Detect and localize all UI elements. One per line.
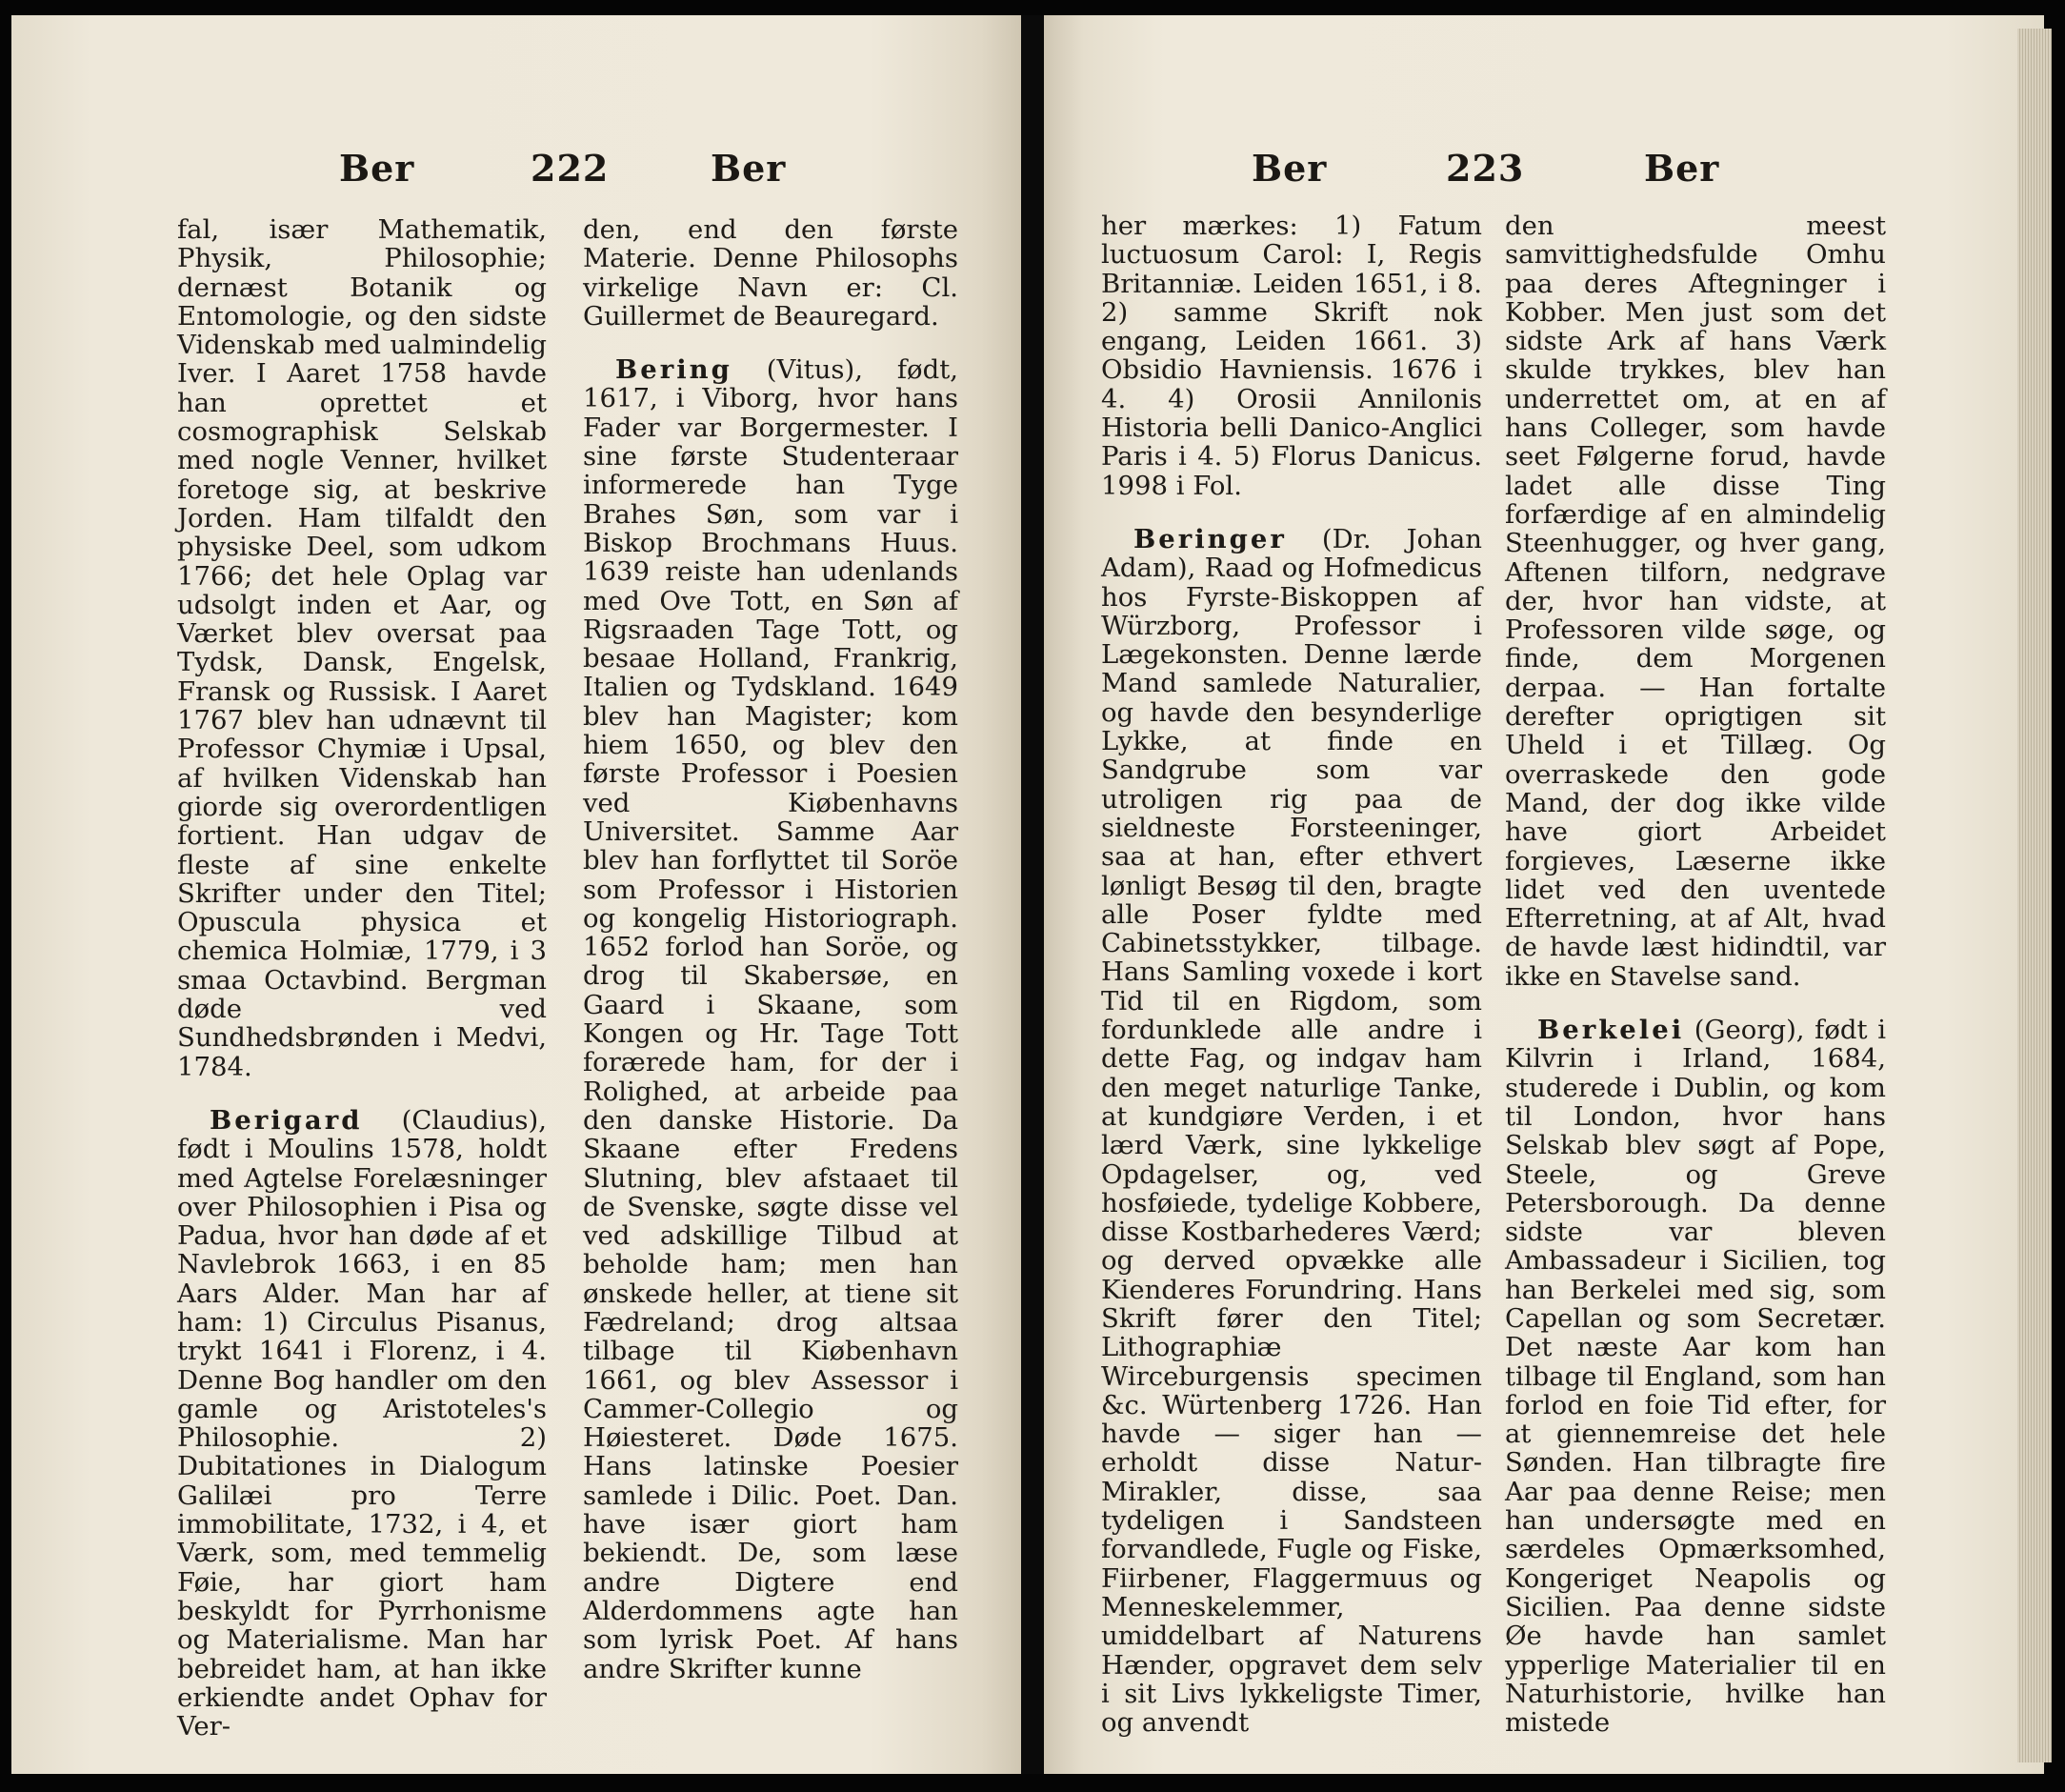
continuation-paragraph: her mærkes: 1) Fatum luctuosum Carol: I, Regis Britanniæ. Leiden 1651, i 8. 2) samme Skrift nok engang, Leiden 1661. 3) Obsidio Havniensis. 1676 i 4. 4) Orosii Annilonis Historia belli Danico-Anglici Paris i 4. 5) Florus Danicus. 1998 i Fol. [1101, 211, 1482, 501]
continuation-paragraph: den, end den første Materie. Denne Philosophs virkelige Navn er: Cl. Guillermet de Beauregard. [583, 214, 958, 332]
book-gutter [1021, 15, 1044, 1774]
entry-text: (Georg), født i Kilvrin i Irland, 1684, studerede i Dublin, og kom til London, hvor hans Selskab blev søgt af Pope, Steele, og Greve Petersborough. Da denne sidste var bleven Ambassadeur i Sicilien, tog han Berkelei med sig, som Capellan og som Secretær. Det næste Aar kom han tilbage til England, som han forlod en foie Tid efter, for at giennemreise det hele Sønden. Han tilbragte fire Aar paa denne Reise; men han undersøgte med en særdeles Opmærksomhed, Kongeriget Neapolis og Sicilien. Paa denne sidste Øe havde han samlet ypperlige Materialier til en Naturhistorie, hvilke han mistede [1505, 1015, 1886, 1739]
entry-paragraph [177, 1106, 547, 1742]
running-head-right: Ber [711, 147, 787, 190]
entry-paragraph [1101, 525, 1482, 1737]
left-page [11, 15, 1021, 1774]
entry-lemma: Beringer [1133, 523, 1287, 554]
left-page-column-2 [583, 215, 958, 1683]
right-page [1044, 15, 2044, 1774]
continuation-paragraph: fal, især Mathematik, Physik, Philosophie; dernæst Botanik og Entomologie, og den sidste Videnskab med ualmindelig Iver. I Aaret 1758 havde han oprettet et cosmographisk Selskab med nogle Venner, hvilket foretoge sig, at beskrive Jorden. Ham tilfaldt den physiske Deel, som udkom 1766; det hele Oplag var udsolgt inden et Aar, og Værket blev oversat paa Tydsk, Dansk, Engelsk, Fransk og Russisk. I Aaret 1767 blev han udnævnt til Professor Chymiæ i Upsal, af hvilken Videnskab han giorde sig overordentligen fortient. Han udgav de fleste af sine enkelte Skrifter under den Titel; Opuscula physica et chemica Holmiæ, 1779, i 3 smaa Octavbind. Bergman døde ved Sundhedsbrønden i Medvi, 1784. [177, 214, 547, 1082]
running-head-left: Ber [339, 147, 415, 190]
entry-text: (Dr. Johan Adam), Raad og Hofmedicus hos Fyrste-Biskoppen af Würzborg, Professor i Lægekonsten. Denne lærde Mand samlede Naturalier, og havde den besynderlige Lykke, at finde en Sandgrube som var utroligen rig paa de sieldneste Forsteeninger, saa at han, efter ethvert lønligt Besøg til den, bragte alle Poser fyldte med Cabinetsstykker, tilbage. Hans Samling voxede i kort Tid til en Rigdom, som fordunklede alle andre i dette Fag, og indgav ham den meget naturlige Tanke, at kundgiøre Verden, i et lærd Værk, sine lykkelige Opdagelser, og, ved hosføiede, tydelige Kobbere, disse Kostbarhederes Værd; og derved opvække alle Kienderes Forundring. Hans Skrift fører den Titel; Lithographiæ Wirceburgensis specimen &c. Würtenberg 1726. Han havde — siger han — erholdt disse Natur-Mirakler, disse, saa tydeligen i Sandsteen forvandlede, Fugle og Fiske, Fiirbener, Flaggermuus og Menneskelemmer, umiddelbart af Naturens Hænder, opgravet dem selv i sit Livs lykkeligste Timer, og anvendt [1101, 523, 1482, 1739]
entry-lemma: Berigard [210, 1104, 363, 1136]
running-head-right: Ber [1644, 147, 1720, 190]
page-block-edge [2017, 29, 2052, 1762]
entry-paragraph [1505, 1016, 1886, 1737]
entry-lemma: Bering [615, 354, 732, 386]
continuation-paragraph: den meest samvittighedsfulde Omhu paa deres Aftegninger i Kobber. Men just som det sidste Ark af hans Værk skulde trykkes, blev han underrettet om, at en af hans Colleger, som havde seet Følgerne forud, havde ladet alle disse Ting forfærdige af en almindelig Steenhugger, og hver gang, Aftenen tilforn, nedgrave der, hvor han vidste, at Professoren vilde søge, og finde, dem Morgenen derpaa. — Han fortalte derefter oprigtigen sit Uheld i et Tillæg. Og overraskede den gode Mand, der dog ikke vilde have giort Arbeidet forgieves, Læserne ikke lidet ved den uventede Efterretning, at af Alt, hvad de havde læst hidindtil, var ikke en Stavelse sand. [1505, 211, 1886, 992]
running-head-left: Ber [1252, 147, 1328, 190]
entry-text: (Vitus), født, 1617, i Viborg, hvor hans Fader var Borgermester. I sine første Studenteraar informerede han Tyge Brahes Søn, som var i Biskop Brochmans Huus. 1639 reiste han udenlands med Ove Tott, en Søn af Rigsraaden Tage Tott, og besaae Holland, Frankrig, Italien og Tydskland. 1649 blev han Magister; kom hiem 1650, og blev den første Professor i Poesien ved Kiøbenhavns Universitet. Samme Aar blev han forflyttet til Soröe som Professor i Historien og kongelig Historiograph. 1652 forlod han Soröe, og drog til Skabersøe, en Gaard i Skaane, som Kongen og Hr. Tage Tott forærede ham, for der i Rolighed, at arbeide paa den danske Historie. Da Skaane efter Fredens Slutning, blev afstaaet til de Svenske, søgte disse vel ved adskillige Tilbud at beholde ham; men han ønskede heller, at tiene sit Fædreland; drog altsaa tilbage til Kiøbenhavn 1661, og blev Assessor i Cammer-Collegio og Høiesteret. Døde 1675. Hans latinske Poesier samlede i Dilic. Poet. Dan. have især giort ham bekiendt. De, som læse andre Digtere end Alderdommens agte han som lyrisk Poet. Af hans andre Skrifter kunne [583, 354, 958, 1684]
right-page-column-1 [1101, 211, 1482, 1737]
page-number: 222 [531, 147, 610, 190]
right-page-column-2 [1505, 211, 1886, 1737]
entry-lemma: Berkelei [1537, 1015, 1685, 1046]
entry-text: (Claudius), født i Moulins 1578, holdt med Agtelse Forelæsninger over Philosophien i Pisa og Padua, hvor han døde af et Navlebrok 1663, i en 85 Aars Alder. Man har af ham: 1) Circulus Pisanus, trykt 1641 i Florenz, i 4. Denne Bog handler om den gamle og Aristoteles's Philosophie. 2) Dubitationes in Dialogum Galilæi pro Terre immobilitate, 1732, i 4, et Værk, som, med temmelig Føie, har giort ham beskyldt for Pyrrhonisme og Materialisme. Man har bebreidet ham, at han ikke erkiendte andet Ophav for Ver- [177, 1104, 547, 1742]
entry-paragraph [583, 355, 958, 1683]
left-page-column-1 [177, 215, 547, 1741]
page-number: 223 [1446, 147, 1525, 190]
